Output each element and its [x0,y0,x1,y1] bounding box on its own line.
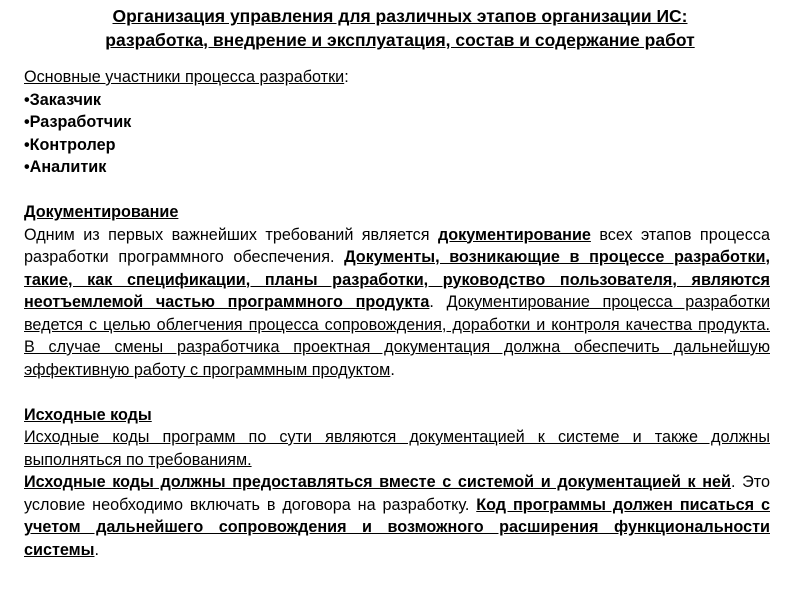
documentation-heading: Документирование [24,203,179,221]
participants-list [24,89,770,179]
title-line-1: Организация управления для различных этапов организации ИС: [112,6,688,26]
spacer [24,381,770,404]
source-codes-heading: Исходные коды [24,405,152,424]
documentation-paragraph: Одним из первых важнейших требований является документирование всех этапов процесса разработки программного обеспечения. Документы, возникающие в процессе разработки, такие, как спецификации, планы разработки, руководство пользователя, являются неотъемлемой частью программного продукта. Документирование процесса разработки ведется с целью облегчения процесса сопровождения, доработки и контроля качества продукта. В случае смены разработчика проектная документация должна обеспечить дальнейшую эффективную работу с программным продуктом. [24,225,770,379]
participant-customer: •Заказчик [24,90,101,109]
slide-content [24,66,770,561]
participant-developer: •Разработчик [24,113,132,131]
spacer [24,179,770,202]
source-codes-paragraph-1: Исходные коды программ по сути являются документацией к системе и также должны выполняться по требованиям. [24,428,770,469]
slide-title [0,4,800,52]
participants-heading: Основные участники процесса разработки: [24,68,349,86]
source-codes-paragraph-2: Исходные коды должны предоставляться вместе с системой и документацией к ней. Это условие необходимо включать в договора на разработку. Код программы должен писаться с учетом дальнейшего сопровождения и возможного расширения функциональности системы. [24,473,770,559]
title-line-2: разработка, внедрение и эксплуатация, состав и содержание работ [105,30,695,50]
participant-controller: •Контролер [24,135,116,154]
participant-analyst: •Аналитик [24,158,107,176]
